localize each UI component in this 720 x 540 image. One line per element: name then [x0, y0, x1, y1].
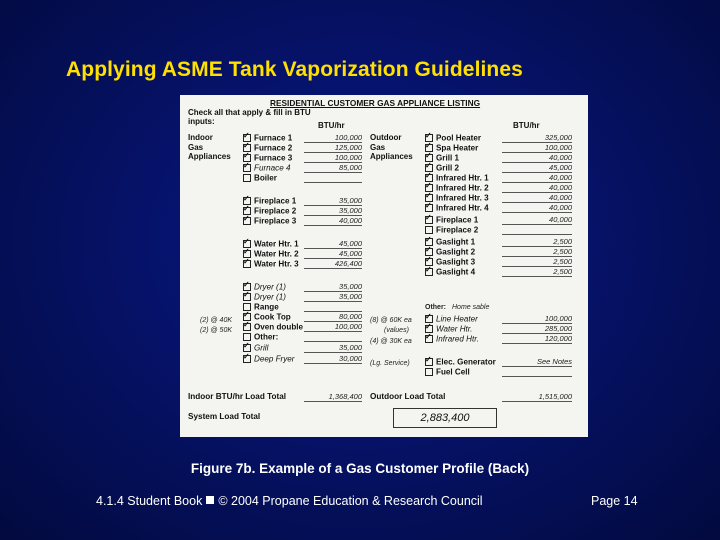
margin-note: (8) @ 60K ea — [370, 317, 412, 324]
outdoor-appliance-row — [425, 173, 489, 183]
outdoor-appliance-row — [425, 257, 475, 267]
outdoor-appliance-row — [425, 357, 496, 367]
outdoor-appliance-row — [425, 183, 489, 193]
indoor-appliance-btu-value: 100,000 — [304, 322, 362, 332]
indoor-total-label: Indoor BTU/hr Load Total — [188, 392, 287, 401]
indoor-appliance-label: Dryer (1) — [254, 292, 286, 302]
indoor-appliance-label: Furnace 2 — [254, 143, 293, 153]
outdoor-appliance-btu-value: 2,500 — [502, 247, 572, 257]
indoor-appliance-row — [243, 249, 299, 259]
outdoor-section-line: Appliances — [370, 152, 413, 161]
appliance-listing-figure — [180, 95, 588, 437]
margin-note: (Lg. Service) — [370, 360, 410, 367]
outdoor-appliance-row — [425, 143, 478, 153]
form-instruction: Check all that apply & fill in BTU inputs: — [188, 108, 311, 126]
checkbox-empty-icon[interactable] — [425, 226, 433, 234]
page-number: Page 14 — [591, 494, 638, 508]
footer-copyright: © 2004 Propane Education & Research Council — [218, 494, 483, 508]
indoor-appliance-row — [243, 163, 290, 173]
indoor-appliance-label: Oven double — [254, 322, 304, 332]
outdoor-appliance-row — [425, 225, 478, 235]
outdoor-appliance-btu-value: 40,000 — [502, 183, 572, 193]
outdoor-appliance-row — [425, 215, 478, 225]
checkbox-checked-icon[interactable] — [425, 204, 433, 212]
checkbox-checked-icon[interactable] — [243, 217, 251, 225]
outdoor-appliance-label: Infrared Htr. 2 — [436, 183, 489, 193]
indoor-appliance-btu-value: 30,000 — [304, 354, 362, 364]
outdoor-appliance-label: Fireplace 2 — [436, 225, 479, 235]
outdoor-appliance-btu-value: 325,000 — [502, 133, 572, 143]
outdoor-appliance-label: Pool Heater — [436, 133, 481, 143]
indoor-appliance-btu-value: 80,000 — [304, 312, 362, 322]
indoor-appliance-btu-value: 35,000 — [304, 292, 362, 302]
indoor-appliance-btu-value: 35,000 — [304, 282, 362, 292]
indoor-appliance-row — [243, 259, 299, 269]
indoor-appliance-btu-value — [304, 173, 362, 183]
btu-header-right: BTU/hr — [513, 121, 540, 130]
figure-caption: Figure 7b. Example of a Gas Customer Profile (Back) — [190, 461, 530, 476]
indoor-appliance-label: Fireplace 3 — [254, 216, 297, 226]
indoor-appliance-label: Other: — [254, 332, 279, 342]
outdoor-appliance-row — [425, 237, 475, 247]
system-total-value: 2,883,400 — [393, 408, 497, 428]
checkbox-checked-icon[interactable] — [243, 355, 251, 363]
outdoor-total-value: 1,515,000 — [502, 392, 572, 402]
checkbox-checked-icon[interactable] — [425, 358, 433, 366]
outdoor-appliance-btu-value: 2,500 — [502, 237, 572, 247]
outdoor-appliance-row — [425, 334, 479, 344]
margin-note: (4) @ 30K ea — [370, 338, 412, 345]
indoor-appliance-row — [243, 239, 299, 249]
indoor-appliance-btu-value — [304, 302, 362, 312]
indoor-appliance-row — [243, 206, 296, 216]
indoor-appliance-label: Cook Top — [254, 312, 291, 322]
footer-left — [96, 494, 483, 508]
margin-note: (2) @ 40K — [200, 317, 233, 324]
indoor-appliance-label: Water Htr. 2 — [254, 249, 299, 259]
btu-header-left: BTU/hr — [318, 121, 345, 130]
indoor-appliance-row — [243, 292, 286, 302]
footer-book: 4.1.4 Student Book — [96, 494, 203, 508]
outdoor-appliance-btu-value — [502, 225, 572, 235]
indoor-appliance-btu-value: 40,000 — [304, 216, 362, 226]
outdoor-appliance-row — [425, 314, 478, 324]
outdoor-appliance-label: Fireplace 1 — [436, 215, 479, 225]
outdoor-appliance-label: Infrared Htr. 4 — [436, 203, 489, 213]
indoor-appliance-btu-value: 100,000 — [304, 133, 362, 143]
indoor-section-line: Appliances — [188, 152, 231, 161]
checkbox-empty-icon[interactable] — [243, 174, 251, 182]
indoor-section-label — [188, 133, 231, 162]
outdoor-appliance-btu-value: 120,000 — [502, 334, 572, 344]
indoor-appliance-label: Furnace 3 — [254, 153, 293, 163]
outdoor-appliance-label: Gaslight 2 — [436, 247, 476, 257]
indoor-appliance-row — [243, 322, 303, 332]
outdoor-total-label: Outdoor Load Total — [370, 392, 446, 401]
outdoor-appliance-btu-value: 2,500 — [502, 267, 572, 277]
indoor-section-line: Gas — [188, 142, 204, 152]
indoor-appliance-label: Fireplace 1 — [254, 196, 297, 206]
outdoor-appliance-label: Fuel Cell — [436, 367, 470, 377]
indoor-appliance-btu-value: 100,000 — [304, 153, 362, 163]
margin-note: (2) @ 50K — [200, 327, 233, 334]
indoor-appliance-label: Grill — [254, 343, 269, 353]
slide-title: Applying ASME Tank Vaporization Guidelines — [66, 58, 523, 81]
indoor-appliance-btu-value: 35,000 — [304, 206, 362, 216]
outdoor-appliance-row — [425, 203, 489, 213]
outdoor-appliance-btu-value: 40,000 — [502, 173, 572, 183]
outdoor-appliance-btu-value: 285,000 — [502, 324, 572, 334]
checkbox-checked-icon[interactable] — [243, 323, 251, 331]
bullet-square-icon — [206, 496, 214, 504]
indoor-appliance-row — [243, 216, 296, 226]
outdoor-appliance-row — [425, 133, 481, 143]
outdoor-appliance-btu-value — [502, 367, 572, 377]
outdoor-appliance-label: Infrared Htr. 3 — [436, 193, 489, 203]
outdoor-appliance-btu-value: 40,000 — [502, 215, 572, 225]
outdoor-appliance-label: Gaslight 1 — [436, 237, 476, 247]
indoor-appliance-btu-value: 35,000 — [304, 343, 362, 353]
checkbox-checked-icon[interactable] — [243, 293, 251, 301]
outdoor-appliance-row — [425, 324, 472, 334]
checkbox-checked-icon[interactable] — [425, 268, 433, 276]
indoor-appliance-row — [243, 153, 292, 163]
indoor-appliance-row — [243, 196, 296, 206]
indoor-total-value: 1,368,400 — [304, 392, 362, 402]
indoor-appliance-label: Boiler — [254, 173, 277, 183]
indoor-appliance-btu-value: 35,000 — [304, 196, 362, 206]
outdoor-appliance-label: Elec. Generator — [436, 357, 496, 367]
checkbox-checked-icon[interactable] — [243, 260, 251, 268]
outdoor-appliance-label: Infrared Htr. 1 — [436, 173, 489, 183]
outdoor-appliance-label: Water Htr. — [436, 324, 473, 334]
checkbox-checked-icon[interactable] — [243, 344, 251, 352]
indoor-appliance-row — [243, 133, 292, 143]
outdoor-appliance-btu-value: 40,000 — [502, 153, 572, 163]
outdoor-section-line: Outdoor — [370, 133, 402, 142]
indoor-section-line: Indoor — [188, 133, 213, 142]
outdoor-appliance-label: Infrared Htr. — [436, 334, 479, 344]
outdoor-appliance-label: Gaslight 3 — [436, 257, 476, 267]
form-heading: RESIDENTIAL CUSTOMER GAS APPLIANCE LISTING — [270, 98, 481, 108]
indoor-appliance-label: Deep Fryer — [254, 354, 295, 364]
indoor-appliance-label: Furnace 1 — [254, 133, 293, 143]
checkbox-checked-icon[interactable] — [425, 216, 433, 224]
outdoor-appliance-btu-value: 100,000 — [502, 143, 572, 153]
outdoor-appliance-btu-value: 100,000 — [502, 314, 572, 324]
checkbox-empty-icon[interactable] — [243, 333, 251, 341]
indoor-appliance-label: Fireplace 2 — [254, 206, 297, 216]
outdoor-appliance-btu-value: 2,500 — [502, 257, 572, 267]
indoor-appliance-row — [243, 312, 291, 322]
outdoor-appliance-btu-value: 45,000 — [502, 163, 572, 173]
indoor-appliance-row — [243, 173, 277, 183]
indoor-appliance-label: Water Htr. 3 — [254, 259, 299, 269]
indoor-appliance-row — [243, 354, 294, 364]
checkbox-checked-icon[interactable] — [243, 164, 251, 172]
outdoor-section-label — [370, 133, 413, 162]
outdoor-other-label: Other: — [425, 304, 446, 311]
indoor-appliance-btu-value — [304, 332, 362, 342]
indoor-appliance-label: Furnace 4 — [254, 163, 291, 173]
outdoor-appliance-label: Gaslight 4 — [436, 267, 476, 277]
indoor-appliance-label: Water Htr. 1 — [254, 239, 299, 249]
outdoor-appliance-btu-value: 40,000 — [502, 203, 572, 213]
indoor-appliance-btu-value: 85,000 — [304, 163, 362, 173]
outdoor-appliance-row — [425, 247, 475, 257]
outdoor-appliance-label: Grill 2 — [436, 163, 459, 173]
outdoor-appliance-btu-value: See Notes — [502, 357, 572, 367]
outdoor-appliance-label: Spa Heater — [436, 143, 479, 153]
outdoor-appliance-label: Line Heater — [436, 314, 478, 324]
outdoor-appliance-label: Grill 1 — [436, 153, 459, 163]
margin-note: (values) — [384, 327, 409, 334]
system-total-label: System Load Total — [188, 412, 261, 421]
outdoor-appliance-btu-value: 40,000 — [502, 193, 572, 203]
outdoor-other-note: Home sable — [452, 304, 490, 311]
indoor-appliance-btu-value: 45,000 — [304, 249, 362, 259]
indoor-appliance-btu-value: 426,400 — [304, 259, 362, 269]
outdoor-section-line: Gas — [370, 142, 386, 152]
indoor-appliance-label: Dryer (1) — [254, 282, 286, 292]
outdoor-appliance-row — [425, 267, 475, 277]
indoor-appliance-btu-value: 45,000 — [304, 239, 362, 249]
checkbox-empty-icon[interactable] — [425, 368, 433, 376]
checkbox-checked-icon[interactable] — [425, 335, 433, 343]
indoor-appliance-btu-value: 125,000 — [304, 143, 362, 153]
outdoor-appliance-row — [425, 193, 489, 203]
indoor-appliance-label: Range — [254, 302, 279, 312]
outdoor-appliance-row — [425, 367, 470, 377]
indoor-appliance-row — [243, 143, 292, 153]
